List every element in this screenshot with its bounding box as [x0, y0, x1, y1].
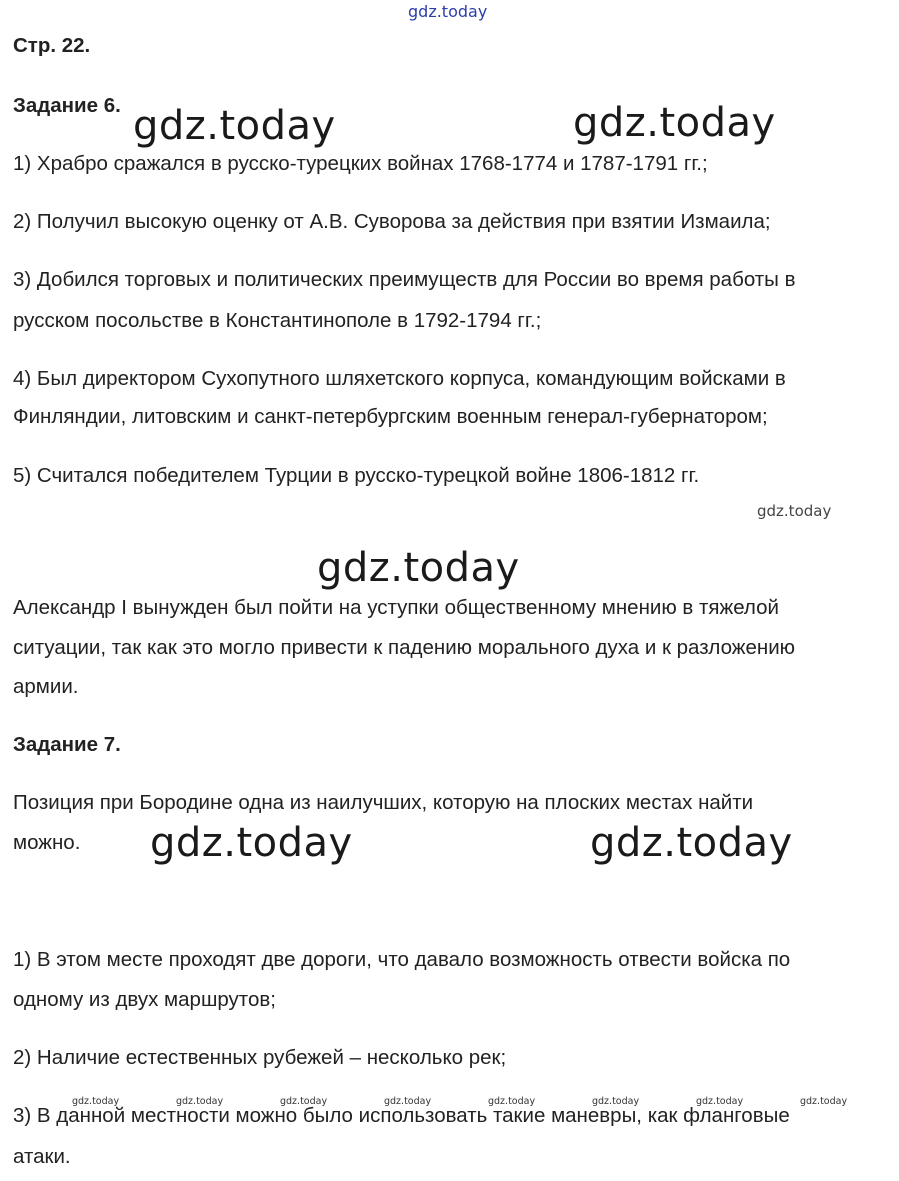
task6-title: Задание 6. — [13, 94, 121, 117]
watermark-tiny: gdz.today — [592, 1096, 640, 1107]
watermark-large: gdz.today — [573, 100, 776, 146]
task6-item-5: 5) Считался победителем Турции в русско-турецкой войне 1806-1812 гг. — [13, 464, 700, 487]
watermark-tiny: gdz.today — [488, 1096, 536, 1107]
watermark-tiny: gdz.today — [176, 1096, 224, 1107]
watermark-large: gdz.today — [317, 545, 520, 591]
watermark-large: gdz.today — [150, 820, 353, 866]
task6-item-3-line-2: русском посольстве в Константинополе в 1792-1794 гг.; — [13, 309, 542, 332]
task7-paragraph-line-1: Позиция при Бородине одна из наилучших, которую на плоских местах найти — [13, 791, 754, 814]
task6-item-4-line-2: Финляндии, литовским и санкт-петербургским военным генерал-губернатором; — [13, 405, 768, 428]
watermark-tiny: gdz.today — [280, 1096, 328, 1107]
task7-item-3-line-1: 3) В данной местности можно было использовать такие маневры, как фланговые — [13, 1104, 790, 1127]
watermark-top: gdz.today — [408, 2, 488, 21]
task7-title: Задание 7. — [13, 733, 121, 756]
task6-item-3-line-1: 3) Добился торговых и политических преимуществ для России во время работы в — [13, 268, 796, 291]
task7-item-3-line-2: атаки. — [13, 1145, 71, 1168]
task6-item-4-line-1: 4) Был директором Сухопутного шляхетского корпуса, командующим войсками в — [13, 367, 786, 390]
task7-item-1-line-1: 1) В этом месте проходят две дороги, что давало возможность отвести войска по — [13, 948, 791, 971]
task7-paragraph-line-2: можно. — [13, 831, 81, 854]
watermark-medium: gdz.today — [757, 502, 832, 520]
task7-item-1-line-2: одному из двух маршрутов; — [13, 988, 276, 1011]
watermark-tiny: gdz.today — [696, 1096, 744, 1107]
watermark-large: gdz.today — [133, 103, 336, 149]
page-reference: Стр. 22. — [13, 34, 91, 57]
watermark-large: gdz.today — [590, 820, 793, 866]
watermark-tiny: gdz.today — [72, 1096, 120, 1107]
task6-item-2: 2) Получил высокую оценку от А.В. Суворова за действия при взятии Измаила; — [13, 210, 771, 233]
task6-item-1: 1) Храбро сражался в русско-турецких войнах 1768-1774 и 1787-1791 гг.; — [13, 152, 708, 175]
task7-item-2: 2) Наличие естественных рубежей – несколько рек; — [13, 1046, 507, 1069]
task6-paragraph-line-3: армии. — [13, 675, 79, 698]
task6-paragraph-line-2: ситуации, так как это могло привести к падению морального духа и к разложению — [13, 636, 796, 659]
watermark-tiny: gdz.today — [800, 1096, 848, 1107]
task6-paragraph-line-1: Александр I вынужден был пойти на уступки общественному мнению в тяжелой — [13, 596, 779, 619]
watermark-tiny: gdz.today — [384, 1096, 432, 1107]
